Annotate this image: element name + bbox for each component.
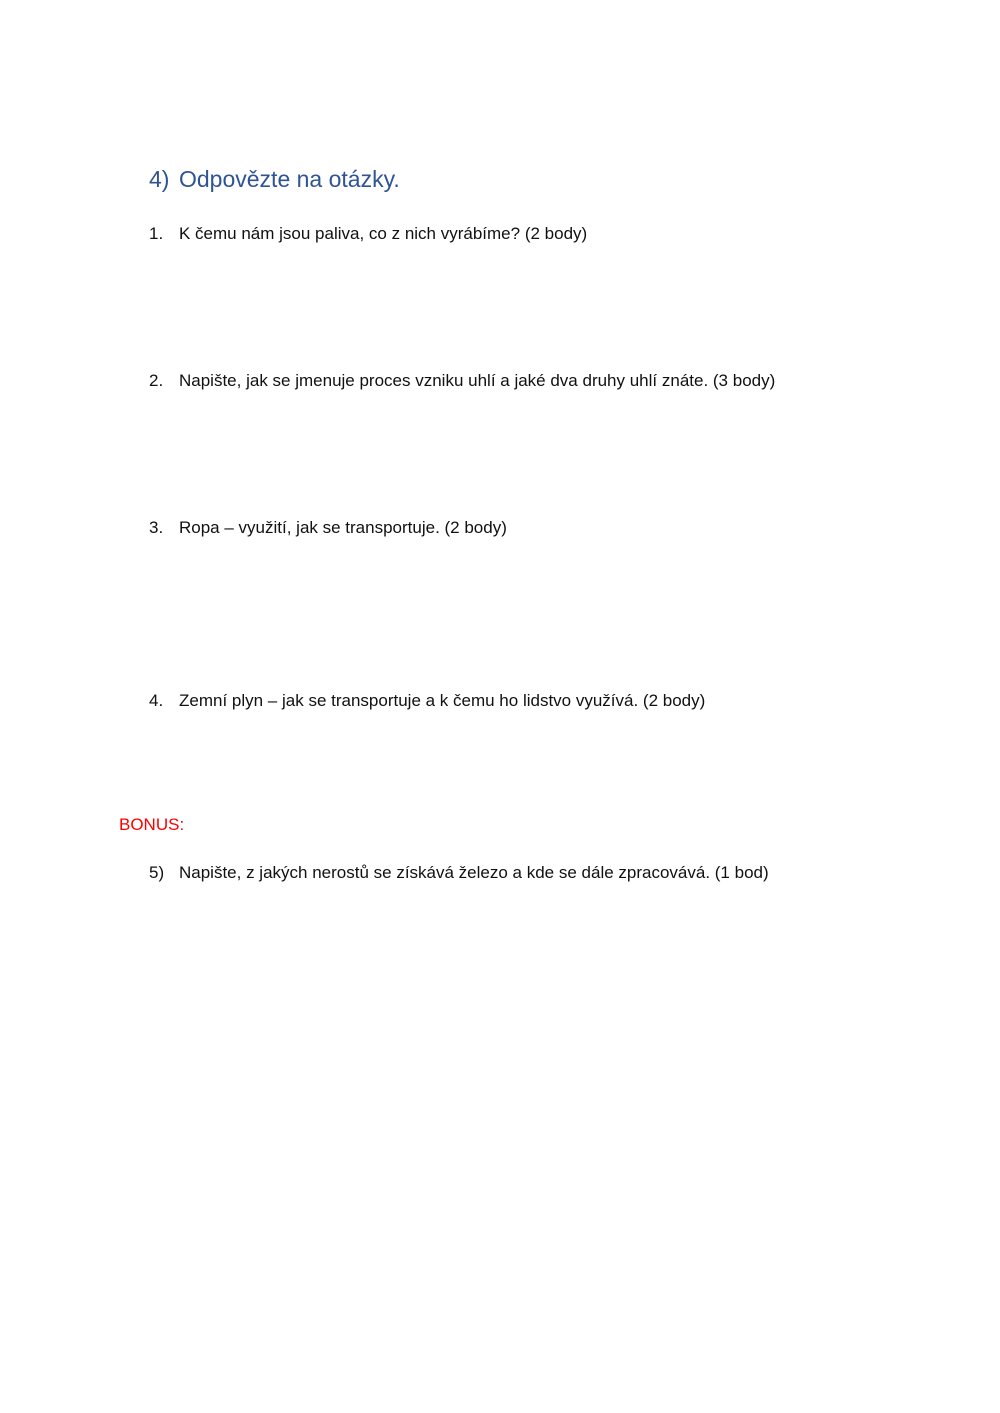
bonus-label: BONUS: [119,815,185,834]
question-number: 3. [149,518,164,537]
question-item [149,371,775,391]
question-number: 4. [149,691,164,710]
question-number: 1. [149,224,164,243]
bonus-question-item [149,863,769,883]
question-text: Napište, jak se jmenuje proces vzniku uhlí a jaké dva druhy uhlí znáte. (3 body) [179,371,776,390]
section-number: 4) [149,166,170,192]
question-item [149,224,587,244]
question-text: Zemní plyn – jak se transportuje a k čemu ho lidstvo využívá. (2 body) [179,691,706,710]
question-text: K čemu nám jsou paliva, co z nich vyrábíme? (2 body) [179,224,588,243]
question-text: Napište, z jakých nerostů se získává železo a kde se dále zpracovává. (1 bod) [179,863,769,882]
question-number: 2. [149,371,164,390]
section-heading [149,166,400,193]
section-title: Odpovězte na otázky. [179,166,400,192]
question-number: 5) [149,863,165,882]
question-text: Ropa – využití, jak se transportuje. (2 body) [179,518,507,537]
question-item [149,518,507,538]
question-item [149,691,705,711]
